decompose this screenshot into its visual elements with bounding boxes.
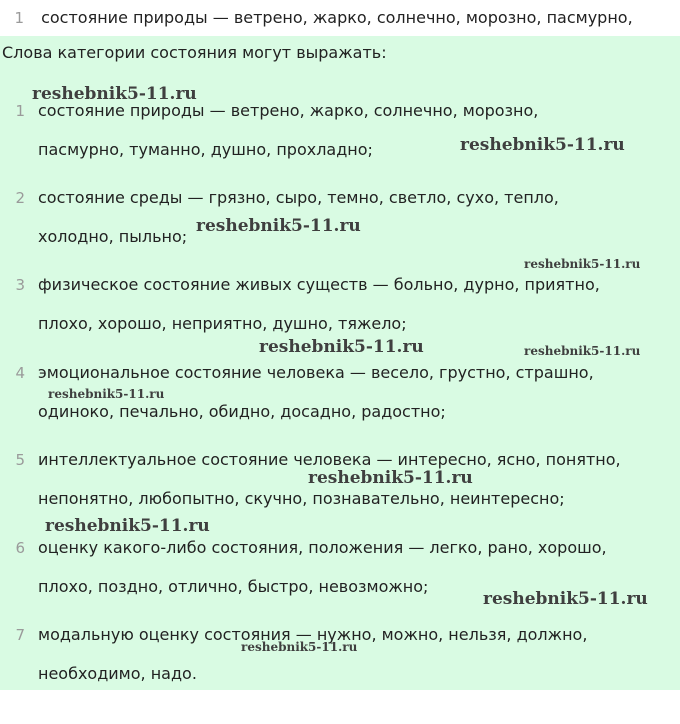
- list-number: 5: [15, 451, 25, 469]
- list-item-text: эмоциональное состояние человека — весело, грустно, страшно,: [38, 363, 594, 382]
- list-item-text: состояние природы — ветрено, жарко, солнечно, морозно,: [38, 101, 539, 120]
- list-number: 4: [15, 364, 25, 382]
- list-item-text: модальную оценку состояния — нужно, можно, нельзя, должно,: [38, 625, 588, 644]
- list-item-text: состояние среды — грязно, сыро, темно, светло, сухо, тепло,: [38, 188, 559, 207]
- list-item-text: физическое состояние живых существ — больно, дурно, приятно,: [38, 275, 600, 294]
- list-item-text: непонятно, любопытно, скучно, познавательно, неинтересно;: [38, 489, 565, 508]
- list-item-text: плохо, хорошо, неприятно, душно, тяжело;: [38, 314, 407, 333]
- list-item-text: необходимо, надо.: [38, 664, 197, 683]
- watermark: reshebnik5-11.ru: [196, 216, 361, 236]
- list-number: 7: [15, 626, 25, 644]
- watermark: reshebnik5-11.ru: [259, 337, 424, 357]
- watermark: reshebnik5-11.ru: [32, 84, 197, 104]
- intro-text: Слова категории состояния могут выражать:: [2, 43, 387, 62]
- watermark: reshebnik5-11.ru: [460, 135, 625, 155]
- watermark: reshebnik5-11.ru: [48, 387, 165, 401]
- list-number: 6: [15, 539, 25, 557]
- watermark: reshebnik5-11.ru: [241, 640, 358, 654]
- list-number: 1: [15, 102, 25, 120]
- watermark: reshebnik5-11.ru: [524, 344, 641, 358]
- list-item-text: оценку какого-либо состояния, положения — легко, рано, хорошо,: [38, 538, 607, 557]
- list-number: 3: [15, 276, 25, 294]
- list-item-text: холодно, пыльно;: [38, 227, 188, 246]
- list-number: 1: [14, 9, 24, 27]
- watermark: reshebnik5-11.ru: [308, 468, 473, 488]
- watermark: reshebnik5-11.ru: [483, 589, 648, 609]
- list-number: 2: [15, 189, 25, 207]
- list-item-text: интеллектуальное состояние человека — интересно, ясно, понятно,: [38, 450, 621, 469]
- watermark: reshebnik5-11.ru: [45, 516, 210, 536]
- list-item-text: состояние природы — ветрено, жарко, солнечно, морозно, пасмурно,: [41, 8, 633, 27]
- list-item-text: пасмурно, туманно, душно, прохладно;: [38, 140, 373, 159]
- watermark: reshebnik5-11.ru: [524, 257, 641, 271]
- list-item-text: одиноко, печально, обидно, досадно, радостно;: [38, 402, 446, 421]
- previous-list-item: [0, 0, 680, 36]
- list-item-text: плохо, поздно, отлично, быстро, невозможно;: [38, 577, 429, 596]
